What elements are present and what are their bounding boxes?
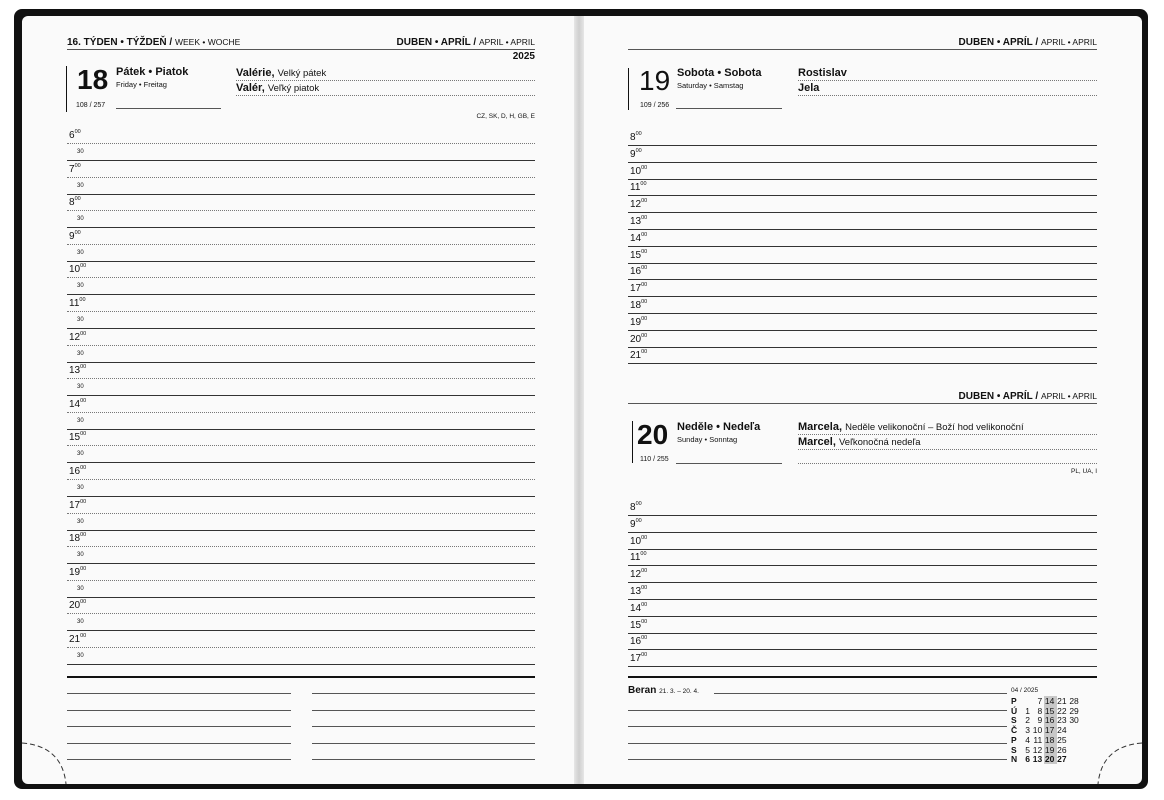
hour-dotted-line xyxy=(67,277,535,278)
hour-label-19: $19^{00}$ xyxy=(69,565,87,578)
hour-solid-line xyxy=(628,296,1097,297)
note-line xyxy=(312,759,535,760)
hour-dotted-line xyxy=(67,177,535,178)
mini-calendar-day: 9 xyxy=(1037,715,1043,726)
half-hour-label: 30 xyxy=(77,182,84,189)
mini-calendar-day: 19 xyxy=(1044,744,1055,755)
hour-label-15: $15^{00}$ xyxy=(630,618,648,631)
hour-label-18: $18^{00}$ xyxy=(630,299,648,311)
hour-label-21: $21^{00}$ xyxy=(630,349,648,362)
nameday-1 xyxy=(236,67,326,79)
hour-solid-line xyxy=(628,532,1097,533)
hour-solid-line xyxy=(628,363,1097,364)
nameday-rule xyxy=(798,449,1097,450)
mini-calendar-day: 6 xyxy=(1025,754,1030,765)
hour-label-10: $10^{00}$ xyxy=(69,263,87,276)
mini-calendar-day: 27 xyxy=(1057,754,1067,765)
nameday-rule xyxy=(236,80,535,81)
hour-label-14: $14^{00}$ xyxy=(630,601,648,614)
day-name-sub: Friday • Freitag xyxy=(116,80,167,89)
week-header xyxy=(67,37,240,48)
day1-name-sub: Saturday • Samstag xyxy=(677,81,744,90)
mini-calendar-title: 04 / 2025 xyxy=(1011,687,1039,694)
hour-solid-line xyxy=(67,462,535,463)
hour-solid-line xyxy=(628,549,1097,550)
month-header-2-bold: DUBEN • APRÍL / xyxy=(958,391,1039,402)
mini-calendar-day: 20 xyxy=(1044,754,1055,765)
note-line xyxy=(67,743,291,744)
hour-solid-line xyxy=(628,582,1097,583)
hour-solid-line xyxy=(67,227,535,228)
day2-nameday-2-note: Veľkonočná nedeľa xyxy=(838,437,921,448)
note-line xyxy=(67,693,291,694)
half-hour-label: 30 xyxy=(77,149,84,155)
hour-dotted-line xyxy=(67,244,535,245)
day2-nameday-1-name: Marcela, xyxy=(798,421,843,433)
hour-label-6: $6^{00}$ xyxy=(69,129,81,141)
hour-solid-line xyxy=(67,294,535,295)
half-hour-label: 30 xyxy=(77,317,84,323)
hour-label-15: $15^{00}$ xyxy=(69,431,87,444)
day1-nameday-2 xyxy=(798,82,819,94)
month-header-1-light: APRIL • APRIL xyxy=(1040,37,1097,47)
month-header-2 xyxy=(959,391,1097,402)
mini-calendar-day: 22 xyxy=(1057,705,1067,716)
mini-calendar-day: 1 xyxy=(1025,705,1030,716)
half-hour-label: 30 xyxy=(77,619,84,626)
hour-solid-line xyxy=(628,145,1097,146)
nameday-rule xyxy=(798,80,1097,81)
hour-solid-line xyxy=(628,179,1097,180)
mini-calendar-day: 15 xyxy=(1044,705,1055,716)
half-hour-label: 30 xyxy=(77,653,84,659)
hour-label-11: $11^{00}$ xyxy=(69,297,86,309)
mini-calendar-day: 29 xyxy=(1069,705,1079,716)
hour-solid-line xyxy=(67,597,535,598)
day-count: 108 / 257 xyxy=(76,102,106,109)
hour-label-17: $17^{00}$ xyxy=(630,652,648,665)
day2-count: 110 / 255 xyxy=(640,456,669,463)
hour-solid-line xyxy=(628,162,1097,163)
nameday-1-note: Velký pátek xyxy=(277,68,327,79)
month-header-1-bold: DUBEN • APRÍL / xyxy=(958,37,1039,48)
corner-cut-guide xyxy=(1096,738,1142,784)
mini-calendar-day: 28 xyxy=(1069,696,1079,706)
corner-cut-guide xyxy=(22,738,68,784)
nameday-rule xyxy=(798,434,1097,435)
hour-label-17: $17^{00}$ xyxy=(69,498,87,511)
hour-label-8: $8^{00}$ xyxy=(630,131,642,143)
hour-solid-line xyxy=(67,530,535,531)
day2-name-sub: Sunday • Sonntag xyxy=(677,435,738,444)
hour-solid-line xyxy=(628,229,1097,230)
hour-dotted-line xyxy=(67,412,535,413)
hour-label-16: $16^{00}$ xyxy=(69,465,87,477)
mini-calendar-day: 8 xyxy=(1037,705,1043,716)
day1-count: 109 / 256 xyxy=(640,102,670,109)
mini-calendar-day: 23 xyxy=(1057,715,1067,726)
header-rule xyxy=(628,403,1097,404)
hour-solid-line xyxy=(67,261,535,262)
notes-divider xyxy=(67,676,535,678)
mini-calendar-day: 17 xyxy=(1044,725,1055,736)
mini-calendar-day: 3 xyxy=(1025,725,1030,736)
week-header-bold: 16. TÝDEN • TÝŽDEŇ / xyxy=(67,37,173,48)
hour-dotted-line xyxy=(67,479,535,480)
month-header-bold: DUBEN • APRÍL / xyxy=(396,37,477,48)
day1-nameday-2-name: Jela xyxy=(798,82,820,94)
weekday-label: S xyxy=(1011,744,1017,755)
hour-dotted-line xyxy=(67,445,535,446)
notes-divider xyxy=(628,676,1097,678)
nameday-1-name: Valérie, xyxy=(236,67,275,79)
holiday-countries: PL, UA, I xyxy=(1070,468,1097,475)
day1-nameday-1 xyxy=(798,67,847,79)
hour-label-13: $13^{00}$ xyxy=(630,215,648,227)
hour-solid-line xyxy=(628,313,1097,314)
day2-nameday-1-note: Neděle velikonoční – Boží hod velikonoční xyxy=(845,422,1024,433)
hour-label-9: $9^{00}$ xyxy=(69,229,81,242)
month-header xyxy=(397,37,535,48)
hour-dotted-line xyxy=(67,143,535,144)
weekday-label: P xyxy=(1011,696,1017,706)
note-line xyxy=(628,743,1007,744)
note-line xyxy=(628,710,1007,711)
hour-solid-line xyxy=(628,195,1097,196)
hour-label-16: $16^{00}$ xyxy=(630,265,648,278)
weekday-label: N xyxy=(1011,754,1018,765)
mini-calendar-day: 26 xyxy=(1057,744,1067,755)
half-hour-label: 30 xyxy=(77,417,84,424)
mini-calendar-day: 30 xyxy=(1069,715,1079,726)
hour-label-18: $18^{00}$ xyxy=(69,532,87,545)
half-hour-label: 30 xyxy=(77,283,84,290)
nameday-2 xyxy=(236,82,319,94)
day2-nameday-2-name: Marcel, xyxy=(798,436,836,448)
day1-nameday-1-name: Rostislav xyxy=(798,67,847,79)
hour-solid-line xyxy=(628,599,1097,600)
hour-dotted-line xyxy=(67,546,535,547)
day2-nameday-1 xyxy=(798,421,1024,433)
mini-calendar-day: 21 xyxy=(1057,696,1067,706)
hour-solid-line xyxy=(67,328,535,329)
hour-solid-line xyxy=(628,633,1097,634)
mini-calendar-day: 2 xyxy=(1025,715,1030,726)
note-line xyxy=(312,743,535,744)
planner-spine xyxy=(574,16,584,784)
day2-nameday-2 xyxy=(798,436,921,448)
weekday-label: Ú xyxy=(1011,705,1018,716)
zodiac-dates: 21. 3. – 20. 4. xyxy=(659,688,699,695)
hour-label-11: $11^{00}$ xyxy=(630,551,647,564)
day2-number: 20 xyxy=(637,419,669,450)
hour-solid-line xyxy=(67,362,535,363)
hour-dotted-line xyxy=(67,613,535,614)
hour-label-12: $12^{00}$ xyxy=(630,568,648,581)
hour-solid-line xyxy=(628,515,1097,516)
day-number: 18 xyxy=(77,64,109,95)
note-line xyxy=(312,693,535,694)
hour-dotted-line xyxy=(67,210,535,211)
hour-label-14: $14^{00}$ xyxy=(630,231,648,244)
mini-calendar-day: 13 xyxy=(1032,754,1043,765)
hour-solid-line xyxy=(628,347,1097,348)
mini-calendar-day: 16 xyxy=(1044,715,1055,726)
hour-solid-line xyxy=(67,664,535,665)
mini-calendar-day: 14 xyxy=(1044,696,1055,706)
mini-calendar-day: 10 xyxy=(1032,725,1043,736)
day-underline xyxy=(116,108,221,109)
day2-name: Neděle • Nedeľa xyxy=(677,421,761,433)
left-page xyxy=(22,16,574,784)
hour-label-13: $13^{00}$ xyxy=(69,364,87,377)
note-line xyxy=(67,710,291,711)
hour-label-17: $17^{00}$ xyxy=(630,282,648,295)
hour-label-9: $9^{00}$ xyxy=(630,517,642,530)
nameday-rule xyxy=(798,463,1097,464)
hour-solid-line xyxy=(628,330,1097,331)
hour-label-21: $21^{00}$ xyxy=(69,633,87,645)
hour-solid-line xyxy=(628,246,1097,247)
day-marker-bar xyxy=(66,66,67,112)
note-line xyxy=(312,726,535,727)
weekday-label: Č xyxy=(1011,725,1018,736)
hour-solid-line xyxy=(67,194,535,195)
nameday-2-name: Valér, xyxy=(236,82,265,94)
hour-solid-line xyxy=(628,263,1097,264)
half-hour-label: 30 xyxy=(77,451,84,458)
hour-solid-line xyxy=(628,212,1097,213)
mini-calendar-day: 24 xyxy=(1057,725,1067,736)
mini-calendar-day: 5 xyxy=(1025,744,1030,755)
right-page xyxy=(584,16,1142,784)
note-line xyxy=(67,726,291,727)
hour-solid-line xyxy=(67,563,535,564)
mini-calendar-day: 11 xyxy=(1033,734,1043,745)
hour-label-8: $8^{00}$ xyxy=(630,501,642,513)
mini-calendar-day: 25 xyxy=(1057,734,1067,745)
zodiac-name: Beran xyxy=(628,685,657,696)
day-name: Pátek • Piatok xyxy=(116,66,189,78)
hour-solid-line xyxy=(628,649,1097,650)
mini-calendar-day: 7 xyxy=(1037,696,1043,706)
hour-label-10: $10^{00}$ xyxy=(630,164,648,177)
day1-number: 19 xyxy=(639,65,671,96)
note-line xyxy=(628,759,1007,760)
half-hour-label: 30 xyxy=(77,384,84,391)
day1-marker-bar xyxy=(628,68,629,110)
hour-solid-line xyxy=(67,429,535,430)
hour-dotted-line xyxy=(67,513,535,514)
day1-name: Sobota • Sobota xyxy=(677,67,762,79)
week-header-light: WEEK • WOCHE xyxy=(174,37,241,47)
zodiac-sign xyxy=(628,685,699,696)
nameday-rule xyxy=(236,95,535,96)
hour-solid-line xyxy=(628,666,1097,667)
hour-label-11: $11^{00}$ xyxy=(630,181,647,194)
half-hour-label: 30 xyxy=(77,216,84,223)
hour-dotted-line xyxy=(67,311,535,312)
hour-label-16: $16^{00}$ xyxy=(630,635,648,648)
day1-underline xyxy=(676,108,782,109)
mini-calendar-day: 18 xyxy=(1044,734,1055,745)
hour-label-10: $10^{00}$ xyxy=(630,534,648,547)
note-line xyxy=(67,759,291,760)
day2-underline xyxy=(676,463,782,464)
month-header-1 xyxy=(959,37,1097,48)
hour-solid-line xyxy=(67,395,535,396)
hour-label-8: $8^{00}$ xyxy=(69,196,81,209)
nameday-2-note: Veľký piatok xyxy=(267,83,320,94)
hour-label-19: $19^{00}$ xyxy=(630,315,648,328)
mini-calendar-day: 4 xyxy=(1025,734,1030,745)
hour-solid-line xyxy=(628,279,1097,280)
hour-label-12: $12^{00}$ xyxy=(630,198,648,211)
weekday-label: S xyxy=(1011,715,1017,726)
year-label: 2025 xyxy=(512,51,535,62)
hour-label-12: $12^{00}$ xyxy=(69,330,87,343)
hour-solid-line xyxy=(67,496,535,497)
hour-label-7: $7^{00}$ xyxy=(69,162,81,175)
hour-label-20: $20^{00}$ xyxy=(630,332,648,345)
header-rule xyxy=(628,49,1097,50)
hour-solid-line xyxy=(67,630,535,631)
hour-label-20: $20^{00}$ xyxy=(69,599,87,612)
month-header-2-light: APRIL • APRIL xyxy=(1040,391,1097,401)
hour-label-13: $13^{00}$ xyxy=(630,585,648,597)
note-line xyxy=(628,726,1007,727)
header-rule xyxy=(67,49,535,50)
hour-solid-line xyxy=(628,565,1097,566)
half-hour-label: 30 xyxy=(77,518,84,525)
half-hour-label: 30 xyxy=(77,552,84,559)
hour-label-14: $14^{00}$ xyxy=(69,397,87,410)
half-hour-label: 30 xyxy=(77,585,84,592)
hour-label-9: $9^{00}$ xyxy=(630,147,642,160)
mini-calendar-day: 12 xyxy=(1032,744,1043,755)
hour-dotted-line xyxy=(67,345,535,346)
weekday-label: P xyxy=(1011,734,1017,745)
nameday-rule xyxy=(798,95,1097,96)
note-line xyxy=(312,710,535,711)
half-hour-label: 30 xyxy=(77,485,84,491)
hour-solid-line xyxy=(67,160,535,161)
hour-label-15: $15^{00}$ xyxy=(630,248,648,261)
note-line xyxy=(714,693,1007,694)
hour-dotted-line xyxy=(67,647,535,648)
day2-marker-bar xyxy=(632,421,633,463)
half-hour-label: 30 xyxy=(77,249,84,256)
hour-dotted-line xyxy=(67,580,535,581)
hour-solid-line xyxy=(628,616,1097,617)
half-hour-label: 30 xyxy=(77,350,84,357)
hour-dotted-line xyxy=(67,378,535,379)
month-header-light: APRIL • APRIL xyxy=(478,37,535,47)
holiday-countries: CZ, SK, D, H, GB, E xyxy=(476,113,535,120)
